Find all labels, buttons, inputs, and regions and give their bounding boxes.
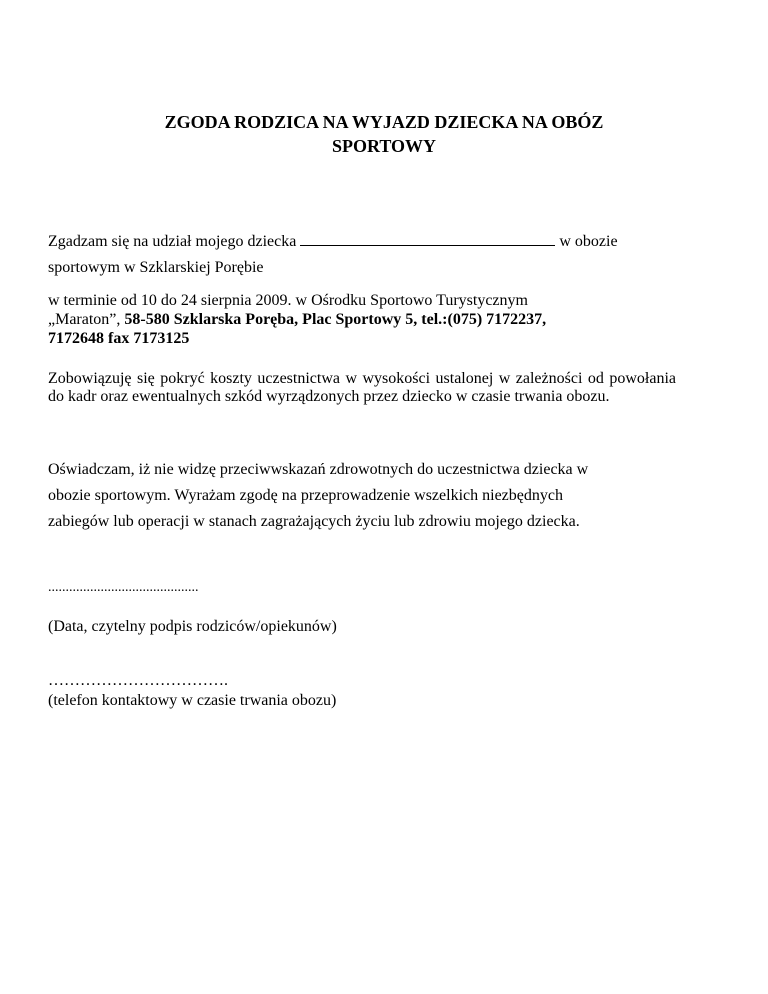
- document-title: [48, 110, 720, 158]
- venue-name: „Maraton”,: [48, 311, 125, 328]
- title-line-1: ZGODA RODZICA NA WYJAZD DZIECKA NA OBÓZ: [164, 112, 604, 132]
- phone-caption: (telefon kontaktowy w czasie trwania obozu): [48, 692, 337, 709]
- health-line-1: Oświadczam, iż nie widzę przeciwwskazań zdrowotnych do uczestnictwa dziecka w: [48, 461, 589, 478]
- phone-line[interactable]: …………………………….: [48, 672, 228, 689]
- costs-paragraph: Zobowiązuję się pokryć koszty uczestnictwa w wysokości ustalonej w zależności od powołania do kadr oraz ewentualnych szkód wyrządzonych przez dziecko w czasie trwania obozu.: [48, 370, 676, 405]
- title-line-2: SPORTOWY: [331, 136, 437, 156]
- signature-caption: (Data, czytelny podpis rodziców/opiekunów): [48, 618, 337, 635]
- consent-text-before: Zgadzam się na udział mojego dziecka: [48, 233, 297, 250]
- consent-paragraph: [48, 229, 676, 281]
- term-paragraph: [48, 291, 676, 348]
- health-line-2: obozie sportowym. Wyrażam zgodę na przeprowadzenie wszelkich niezbędnych: [48, 487, 563, 504]
- health-paragraph: [48, 457, 676, 535]
- consent-line-1: [48, 229, 676, 255]
- consent-line-2: sportowym w Szklarskiej Porębie: [48, 259, 264, 276]
- venue-fax: 7172648 fax 7173125: [48, 330, 190, 347]
- term-line-2: [48, 310, 676, 329]
- signature-line[interactable]: ...........................................: [48, 580, 199, 595]
- child-name-blank[interactable]: [300, 231, 555, 246]
- health-line-3: zabiegów lub operacji w stanach zagrażających życiu lub zdrowiu mojego dziecka.: [48, 513, 580, 530]
- consent-text-after: w obozie: [559, 233, 618, 250]
- venue-address: 58-580 Szklarska Poręba, Plac Sportowy 5, tel.:(075) 7172237,: [124, 311, 547, 328]
- term-line-1: w terminie od 10 do 24 sierpnia 2009. w Ośrodku Sportowo Turystycznym: [48, 292, 528, 309]
